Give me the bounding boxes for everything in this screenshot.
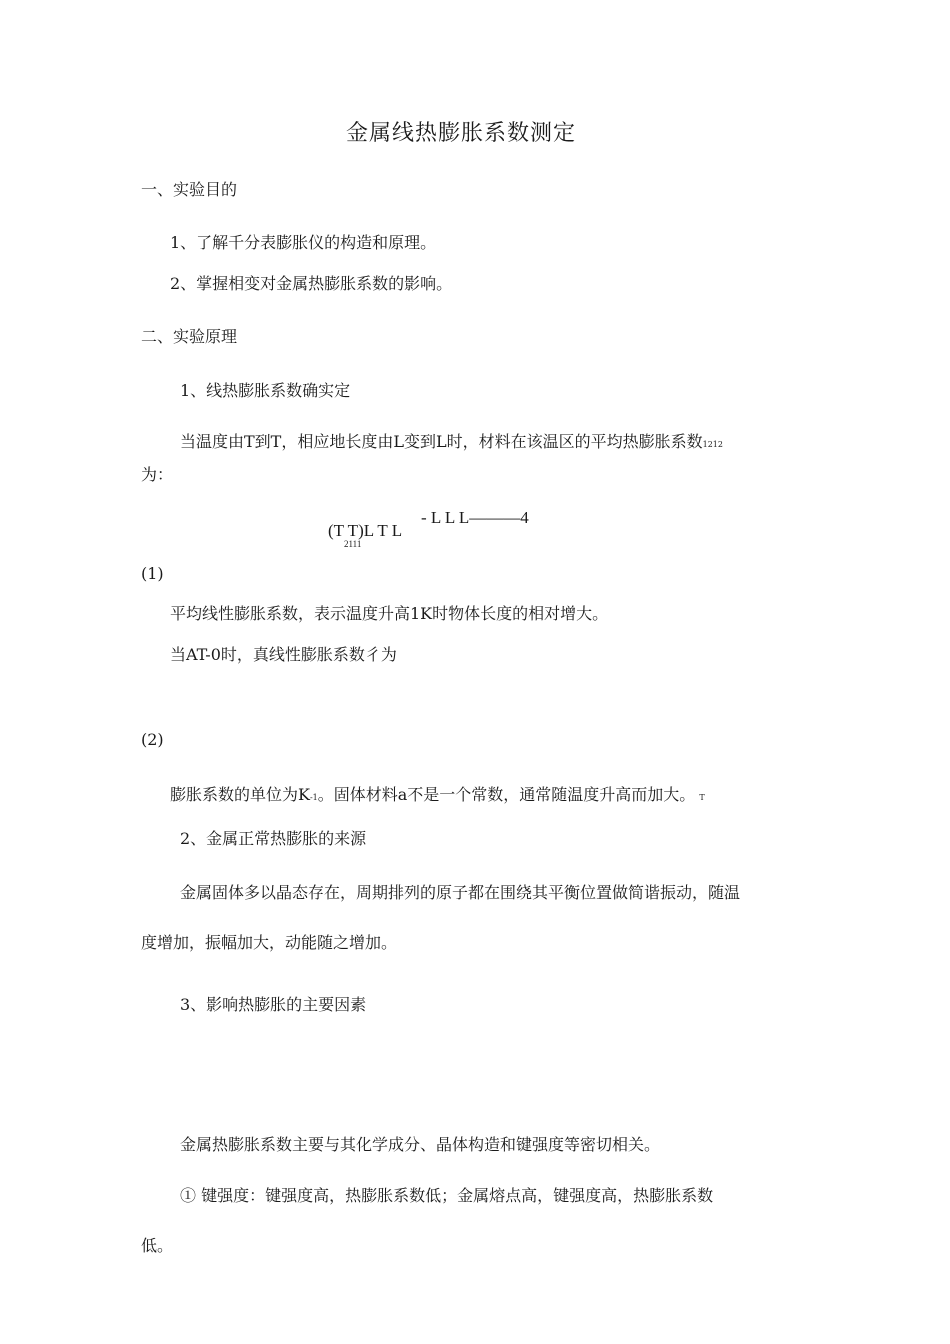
subsection-heading-source: 2、金属正常热膨胀的来源 (180, 829, 367, 848)
paragraph-text: 当温度由T到T，相应地长度由L变到L时，材料在该温区的平均热膨胀系数 (180, 432, 703, 451)
equation-label-1: (1) (141, 564, 164, 583)
equation-label-2: (2) (141, 730, 164, 749)
section-heading-principle: 二、实验原理 (141, 327, 238, 346)
subsection-heading-factors: 3、影响热膨胀的主要因素 (180, 995, 367, 1014)
factor-item-1-line-2: 低。 (141, 1236, 174, 1255)
true-coefficient-text: 当AT-0时，真线性膨胀系数彳为 (170, 645, 397, 664)
subsection-heading-linear-coef: 1、线热膨胀系数确实定 (180, 381, 351, 400)
purpose-item-2: 2、掌握相变对金属热膨胀系数的影响。 (170, 274, 453, 293)
paragraph-continuation: 为： (141, 465, 174, 484)
unit-superscript: -1 (309, 793, 318, 802)
page-title: 金属线热膨胀系数测定 (346, 121, 577, 146)
factors-paragraph: 金属热膨胀系数主要与其化学成分、晶体构造和键强度等密切相关。 (180, 1135, 661, 1154)
paragraph-temperature-range (180, 434, 723, 450)
formula-main: (T T)L T L (328, 521, 403, 540)
paragraph-subscripts: 1212 (702, 440, 723, 449)
formula-subscript: 2111 (344, 539, 362, 549)
factor-item-1-line-1: ① 键强度：键强度高，热膨胀系数低；金属熔点高，键强度高，热膨胀系数 (180, 1186, 714, 1205)
purpose-item-1: 1、了解千分表膨胀仪的构造和原理。 (170, 233, 437, 252)
section-heading-purpose: 一、实验目的 (141, 180, 238, 199)
unit-text-start: 膨胀系数的单位为K (170, 785, 310, 804)
unit-text-end: 。固体材料a不是一个常数，通常随温度升高而加大。 (317, 785, 696, 804)
mean-coefficient-text: 平均线性膨胀系数，表示温度升高1K时物体长度的相对增大。 (170, 604, 609, 623)
unit-text (170, 787, 705, 803)
unit-tail: T (699, 793, 705, 802)
source-paragraph-line-1: 金属固体多以晶态存在，周期排列的原子都在围绕其平衡位置做简谐振动，随温 (180, 883, 741, 902)
formula-numerator: - L L L———4 (421, 508, 529, 527)
source-paragraph-line-2: 度增加，振幅加大，动能随之增加。 (141, 933, 398, 952)
